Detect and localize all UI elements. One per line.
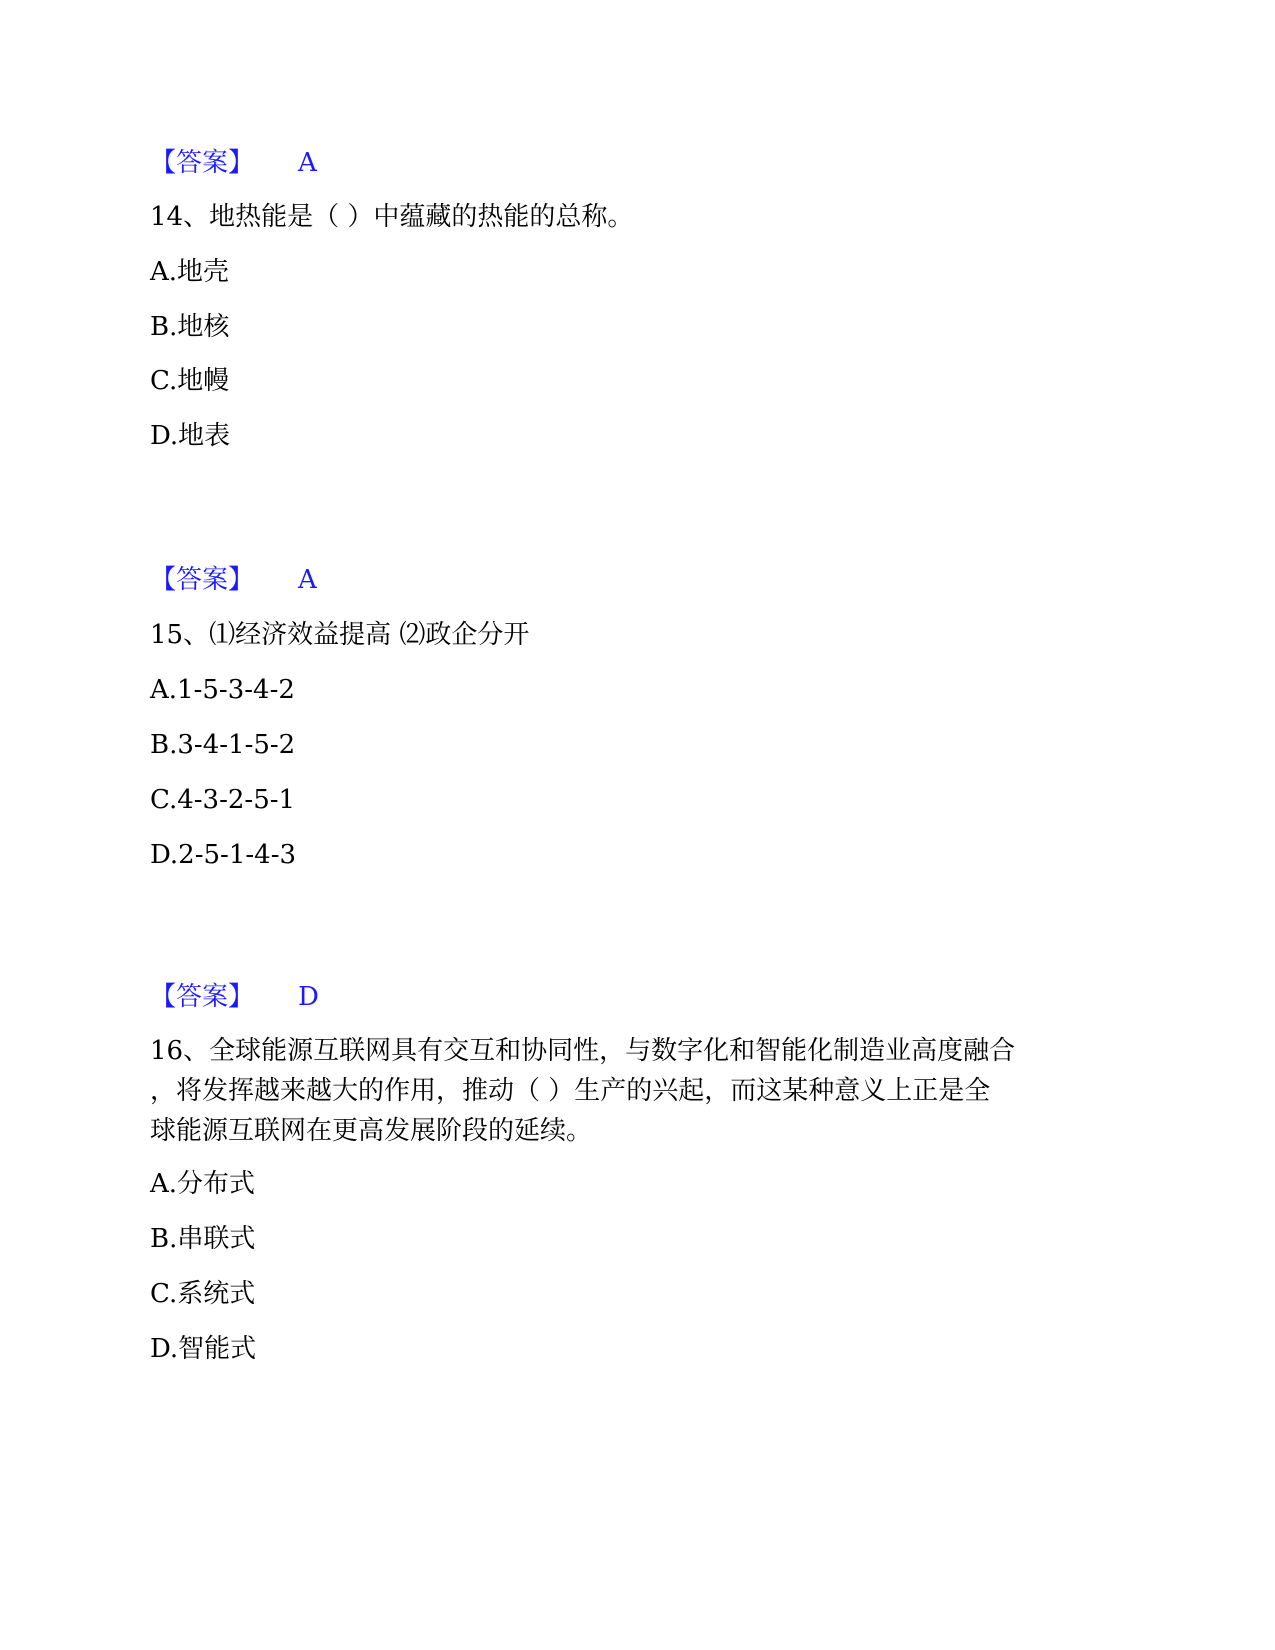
option-a: A.1-5-3-4-2 <box>150 675 295 705</box>
question-15: 15、⑴经济效益提高 ⑵政企分开 <box>150 620 530 650</box>
option-d: D.2-5-1-4-3 <box>150 840 297 870</box>
option-c: C.地幔 <box>150 366 230 396</box>
question-16-line-2: ，将发挥越来越大的作用，推动（ ）生产的兴起，而这某种意义上正是全 <box>150 1076 991 1106</box>
option-a: A.分布式 <box>150 1169 256 1199</box>
option-d: D.地表 <box>150 421 231 451</box>
answer-line-3 <box>150 980 319 1014</box>
answer-line-2 <box>150 563 317 597</box>
answer-value: D <box>298 982 319 1012</box>
option-d: D.智能式 <box>150 1334 257 1364</box>
answer-label: 【答案】 <box>150 565 255 595</box>
question-16-line-3: 球能源互联网在更高发展阶段的延续。 <box>150 1116 593 1146</box>
question-16-line-1: 16、全球能源互联网具有交互和协同性，与数字化和智能化制造业高度融合 <box>150 1036 1016 1066</box>
option-a: A.地壳 <box>150 257 230 287</box>
answer-label: 【答案】 <box>150 148 255 178</box>
option-b: B.地核 <box>150 312 230 342</box>
option-c: C.4-3-2-5-1 <box>150 785 296 815</box>
answer-value: A <box>298 565 317 595</box>
option-b: B.3-4-1-5-2 <box>150 730 296 760</box>
answer-value: A <box>298 148 317 178</box>
answer-line-1 <box>150 146 317 180</box>
answer-label: 【答案】 <box>150 982 255 1012</box>
option-c: C.系统式 <box>150 1279 256 1309</box>
option-b: B.串联式 <box>150 1224 256 1254</box>
question-14: 14、地热能是（ ）中蕴藏的热能的总称。 <box>150 202 634 232</box>
